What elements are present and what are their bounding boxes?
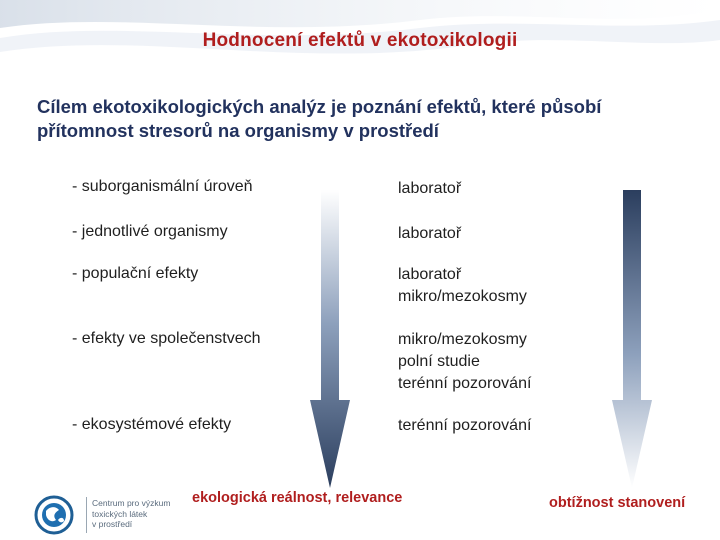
relevance-label: ekologická reálnost, relevance [192,490,403,506]
method-text: terénní pozorování [398,375,532,392]
method-cell-2 [398,223,461,245]
difficulty-label: obtížnost stanovení [549,495,686,511]
method-text: mikro/mezokosmy [398,331,527,348]
logo-divider [86,497,87,533]
intro-text: Cílem ekotoxikologických analýz je poznání efektů, které působí přítomnost stresorů na organismy v prostředí [37,96,602,141]
level-label-organisms: - jednotlivé organismy [72,223,228,240]
method-cell-4 [398,329,531,395]
level-label-suborganismal: - suborganismální úroveň [72,178,253,195]
method-cell-3 [398,264,527,308]
method-text: polní studie [398,353,480,370]
method-text: laboratoř [398,225,462,242]
logo-line: v prostředí [92,519,133,529]
logo-line: toxických látek [92,508,148,519]
level-label-communities: - efekty ve společenstvech [72,330,261,347]
difficulty-arrow [610,190,654,490]
level-label-populations: - populační efekty [72,265,199,282]
method-cell-5 [398,415,531,437]
method-text: mikro/mezokosmy [398,288,527,305]
method-text: laboratoř [398,266,462,283]
logo-line: Centrum pro výzkum [92,498,171,508]
method-text: laboratoř [398,180,462,197]
logo-text [92,498,192,530]
relevance-arrow [308,190,352,490]
method-cell-1 [398,178,461,200]
slide-title: Hodnocení efektů v ekotoxikologii [202,30,518,51]
level-label-ecosystems: - ekosystémové efekty [72,416,232,433]
method-text: terénní pozorování [398,417,532,434]
